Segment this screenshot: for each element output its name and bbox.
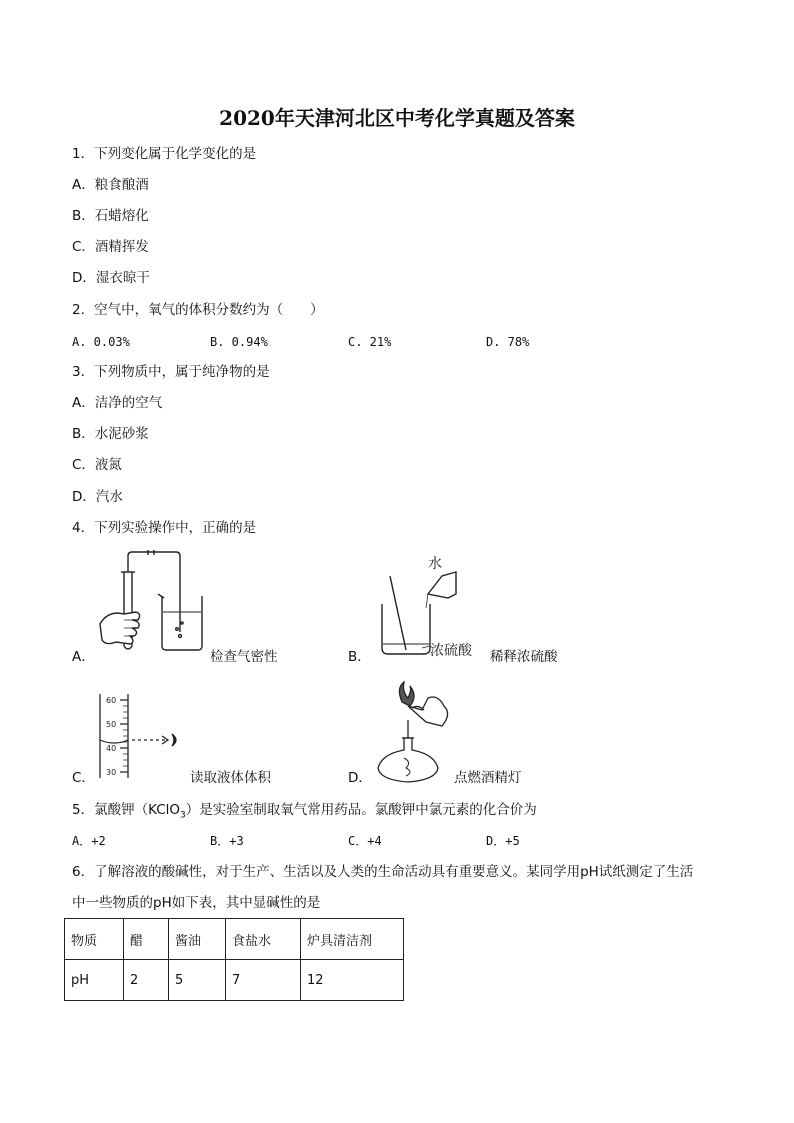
question-5-option-c: C．+4: [348, 834, 382, 848]
question-3-option-c: C．液氮: [72, 457, 122, 473]
question-6-stem-line-2: 中一些物质的pH如下表，其中显碱性的是: [72, 895, 321, 911]
question-2-option-c: C. 21%: [348, 335, 392, 349]
question-5-option-a: A．+2: [72, 834, 106, 848]
question-3-option-b: B．水泥砂浆: [72, 426, 149, 442]
water-label: 水: [428, 556, 442, 572]
question-2-option-b: B. 0.94%: [210, 335, 268, 349]
table-row: [65, 960, 404, 1001]
table-cell: 12: [301, 960, 404, 1001]
table-cell: 7: [226, 960, 301, 1001]
question-5-stem-suffix: ）是实验室制取氧气常用药品。氯酸钾中氯元素的化合价为: [185, 802, 537, 818]
table-cell: 醋: [124, 919, 169, 960]
cylinder-tick-50: 50: [106, 720, 117, 729]
question-4-option-b-caption: 稀释浓硫酸: [490, 649, 558, 665]
question-4-option-d-caption: 点燃酒精灯: [454, 770, 522, 786]
question-1-option-b: B．石蜡熔化: [72, 208, 149, 224]
question-1-option-d: D．湿衣晾干: [72, 270, 150, 286]
table-cell: 5: [169, 960, 226, 1001]
cylinder-tick-40: 40: [106, 744, 117, 753]
question-3-option-a: A．洁净的空气: [72, 395, 163, 411]
dilute-sulfuric-acid-figure: [368, 554, 486, 662]
alcohol-lamp-figure: [368, 680, 464, 784]
question-1-stem: 1．下列变化属于化学变化的是: [72, 146, 257, 162]
question-6-stem-line-1: 6．了解溶液的酸碱性，对于生产、生活以及人类的生命活动具有重要意义。某同学用pH试纸测定了生活: [72, 864, 694, 880]
question-4-option-a-caption: 检查气密性: [210, 649, 278, 665]
question-4-option-b-letter: B．: [348, 649, 371, 665]
page-title: 2020年天津河北区中考化学真题及答案: [219, 106, 575, 130]
cylinder-tick-60: 60: [106, 696, 117, 705]
acid-label: 浓硫酸: [430, 643, 472, 659]
table-cell: 物质: [65, 919, 124, 960]
question-5-stem-prefix: 5．氯酸钾（KClO: [72, 802, 181, 818]
question-2-option-d: D. 78%: [486, 335, 530, 349]
question-2-stem: 2．空气中，氧气的体积分数约为（ ）: [72, 302, 324, 318]
question-4-option-d-letter: D．: [348, 770, 372, 786]
graduated-cylinder-figure: [92, 690, 187, 780]
table-cell: 酱油: [169, 919, 226, 960]
question-5-stem: [72, 801, 537, 825]
table-row: [65, 919, 404, 960]
cylinder-tick-30: 30: [106, 768, 117, 777]
question-4-option-c-letter: C．: [72, 770, 95, 786]
question-2-option-a: A. 0.03%: [72, 335, 130, 349]
question-1-option-c: C．酒精挥发: [72, 239, 149, 255]
question-5-option-d: D．+5: [486, 834, 520, 848]
question-4-option-a-letter: A．: [72, 649, 95, 665]
question-3-stem: 3．下列物质中，属于纯净物的是: [72, 364, 270, 380]
question-4-option-c-caption: 读取液体体积: [190, 770, 271, 786]
ph-table: [64, 918, 404, 1001]
question-5-subscript: 3: [180, 810, 186, 821]
question-3-option-d: D．汽水: [72, 489, 123, 505]
question-5-option-b: B．+3: [210, 834, 244, 848]
table-cell: 2: [124, 960, 169, 1001]
airtightness-check-figure: [94, 550, 206, 655]
question-4-stem: 4．下列实验操作中，正确的是: [72, 520, 257, 536]
table-cell: 食盐水: [226, 919, 301, 960]
table-cell: pH: [65, 960, 124, 1001]
table-cell: 炉具清洁剂: [301, 919, 404, 960]
question-1-option-a: A．粮食酿酒: [72, 177, 149, 193]
